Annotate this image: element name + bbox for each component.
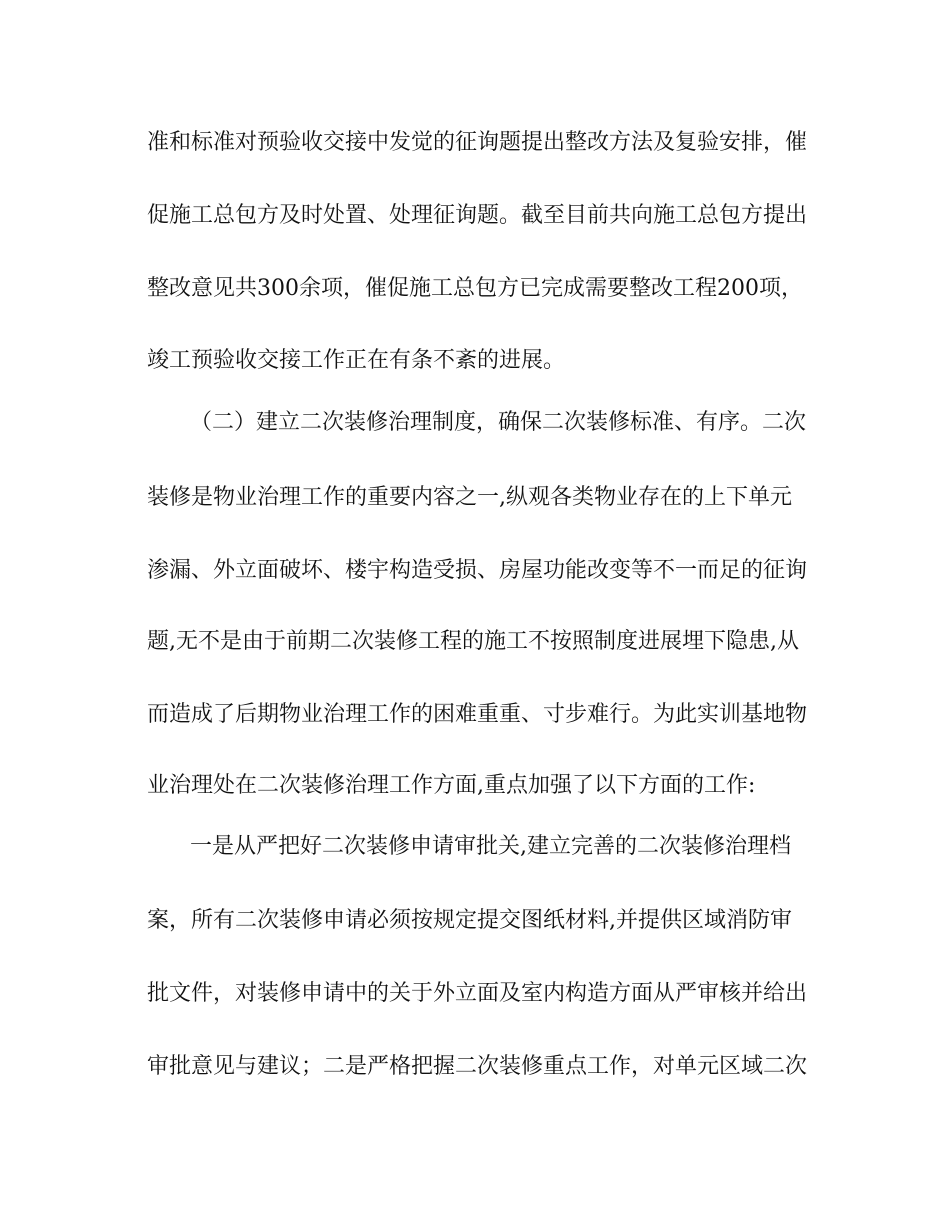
paragraph-line: 渗漏、外立面破坏、楼宇构造受损、房屋功能改变等不一而足的征询 xyxy=(147,558,808,583)
paragraph-line: 一是从严把好二次装修申请审批关,建立完善的二次装修治理档 xyxy=(190,834,791,859)
paragraph-line: 整改意见共300余项，催促施工总包方已完成需要整改工程200项， xyxy=(147,276,803,301)
paragraph-line: 业治理处在二次装修治理工作方面,重点加强了以下方面的工作: xyxy=(147,773,756,798)
paragraph-line: 案，所有二次装修申请必须按规定提交图纸材料,并提供区域消防审 xyxy=(147,908,792,933)
paragraph-line: 准和标准对预验收交接中发觉的征询题提出整改方法及复验安排，催 xyxy=(147,130,808,155)
section-heading-line: （二）建立二次装修治理制度，确保二次装修标准、有序。二次 xyxy=(190,410,807,435)
paragraph-line: 批文件，对装修申请中的关于外立面及室内构造方面从严审核并给出 xyxy=(147,981,808,1006)
paragraph-line: 题,无不是由于前期二次装修工程的施工不按照制度进展埋下隐患,从 xyxy=(147,629,799,654)
paragraph-line: 装修是物业治理工作的重要内容之一,纵观各类物业存在的上下单元 xyxy=(147,485,792,510)
paragraph-line: 审批意见与建议；二是严格把握二次装修重点工作，对单元区域二次 xyxy=(147,1054,808,1079)
paragraph-line: 而造成了后期物业治理工作的困难重重、寸步难行。为此实训基地物 xyxy=(147,702,808,727)
paragraph-line: 促施工总包方及时处置、处理征询题。截至目前共向施工总包方提出 xyxy=(147,203,808,228)
paragraph-line: 竣工预验收交接工作正在有条不紊的进展。 xyxy=(147,348,566,373)
